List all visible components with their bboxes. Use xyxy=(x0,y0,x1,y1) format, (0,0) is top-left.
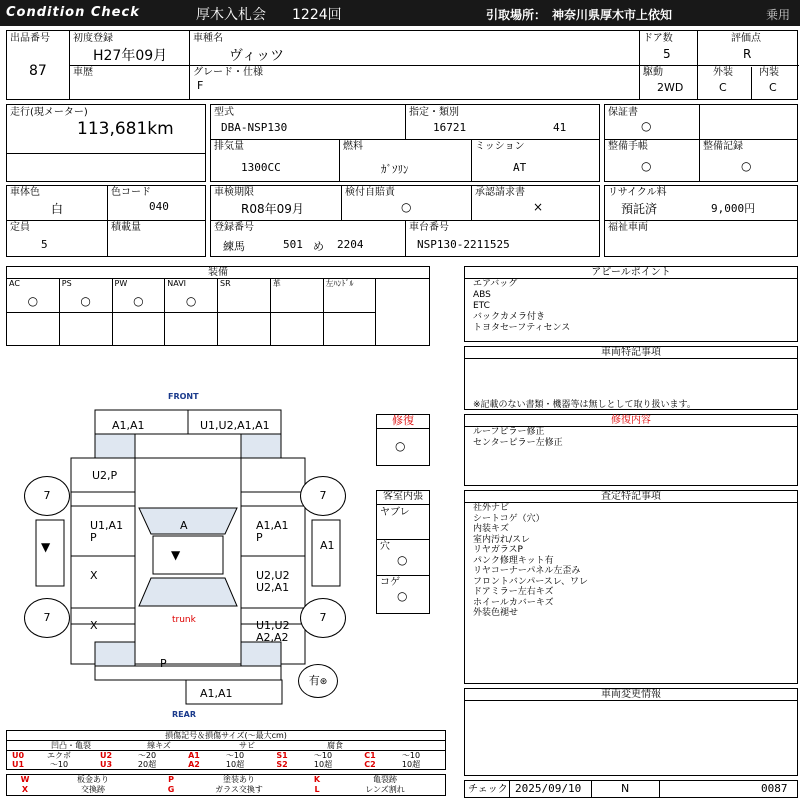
equipment-value xyxy=(324,289,376,313)
check-mark: N xyxy=(621,782,630,795)
inspection-notes-title: 査定特記事項 xyxy=(465,491,797,503)
insurance-label: 検付自賠責 xyxy=(345,187,395,198)
welfare-label: 福祉車両 xyxy=(608,222,648,233)
consent-label: 承認請求書 xyxy=(475,187,525,198)
equipment-label: SR xyxy=(220,279,231,288)
equipment-value: ○ xyxy=(165,289,217,313)
color-code-label: 色コード xyxy=(111,187,151,198)
fuel-value: ｶﾞｿﾘﾝ xyxy=(381,163,409,176)
legend-code-desc: 〜10 xyxy=(401,751,421,760)
doors-label: ドア数 xyxy=(643,33,673,44)
damage-front-bumper-left: A1,A1 xyxy=(112,419,145,432)
legend-code: C2 xyxy=(364,760,376,769)
tire-rear-right: 7 xyxy=(300,598,346,638)
legend-mark-desc: 板金あり xyxy=(77,775,109,784)
exterior-value: C xyxy=(719,81,727,94)
inspection-note-line: リヤガラスP xyxy=(473,545,523,555)
grade-value: F xyxy=(197,79,204,92)
damage-front-bumper-right: U1,U2,A1,A1 xyxy=(200,419,270,432)
equipment-label: PW xyxy=(114,279,128,288)
legend-code: U3 xyxy=(99,760,113,769)
legend-group: 凹凸・亀裂 xyxy=(51,741,91,750)
grade-label: グレード・仕様 xyxy=(193,67,263,78)
mark-legend xyxy=(6,774,446,796)
legend-mark-code: W xyxy=(20,775,30,784)
repair-panel xyxy=(464,414,798,486)
frame-label: 車台番号 xyxy=(409,222,449,233)
legend-group: 線キズ xyxy=(147,741,171,750)
inspection-note-line: 社外ナビ xyxy=(473,503,510,513)
equipment-label: AC xyxy=(9,279,20,288)
damage-front-door-right: A1,A1 P xyxy=(256,519,289,544)
equipment-cell xyxy=(165,279,218,345)
cabin-yabure-label: ヤブレ xyxy=(380,507,410,518)
legend-code-desc: 10超 xyxy=(313,760,333,769)
equipment-label: PS xyxy=(61,279,72,288)
mileage-value: 113,681km xyxy=(77,119,174,139)
doors-value: 5 xyxy=(663,47,671,61)
appeal-panel xyxy=(464,266,798,342)
equipment-cell xyxy=(113,279,166,345)
cabin-koge-value: ○ xyxy=(397,589,408,603)
legend-code: U2 xyxy=(99,751,113,760)
header-bar xyxy=(0,0,800,26)
check-footer xyxy=(464,780,798,798)
legend-mark-desc: ガラス交換す xyxy=(215,785,263,794)
color-code-value: 040 xyxy=(149,200,169,213)
inspection-note-line: シートコゲ（穴） xyxy=(473,513,545,524)
recycle-label: リサイクル料 xyxy=(608,187,667,198)
check-label: チェック xyxy=(468,784,508,795)
spare-tire-label: 有 xyxy=(308,674,320,687)
pickup-place: 神奈川県厚木市上依知 xyxy=(552,8,673,22)
inspection-note-line: 室内汚れ/スレ xyxy=(473,534,531,545)
type-value: DBA-NSP130 xyxy=(221,121,288,134)
designation-label: 指定・類別 xyxy=(409,107,459,118)
legend-mark-code: X xyxy=(21,785,29,794)
load-label: 積載量 xyxy=(111,222,141,233)
legend-mark-desc: 亀裂跡 xyxy=(373,775,397,784)
capacity-value: 5 xyxy=(41,238,48,251)
cabin-ana-label: 穴 xyxy=(380,541,390,552)
damage-legend xyxy=(6,730,446,770)
appeal-line: トヨタセーフティセンス xyxy=(473,323,571,333)
legend-code-desc: 〜10 xyxy=(49,760,69,769)
displacement-label: 排気量 xyxy=(214,141,244,152)
repair-line: ルーフピラー修正 xyxy=(473,427,545,437)
change-info-panel xyxy=(464,688,798,776)
inspection-note-line: 外装色褪せ xyxy=(473,608,519,618)
legend-mark-desc: 塗装あり xyxy=(223,775,255,784)
damage-rear-door-right: U2,U2 U2,A1 xyxy=(256,569,290,594)
recycle-fee: 9,000円 xyxy=(711,202,756,215)
appeal-line: ETC xyxy=(473,301,490,311)
equipment-cell xyxy=(271,279,324,345)
frame-value: NSP130-2211525 xyxy=(417,238,510,251)
legend-code-desc: 〜20 xyxy=(137,751,157,760)
equipment-cell xyxy=(60,279,113,345)
legend-code-desc: 20超 xyxy=(137,760,157,769)
mission-value: AT xyxy=(513,161,527,174)
interior-label: 内装 xyxy=(759,67,779,78)
cabin-koge-label: コゲ xyxy=(380,577,400,588)
legend-code: C1 xyxy=(364,751,376,760)
appeal-title: アピールポイント xyxy=(465,267,797,279)
drive-value: 2WD xyxy=(657,81,684,94)
auction-name: 厚木入札会 xyxy=(196,7,266,23)
equipment-value: ○ xyxy=(60,289,112,313)
session-number: 1224回 xyxy=(292,7,342,23)
left-mirror-icon: ▼ xyxy=(41,540,51,554)
change-info-title: 車両変更情報 xyxy=(465,689,797,701)
legend-code: S1 xyxy=(276,751,288,760)
color-box xyxy=(6,185,206,257)
first-reg-label: 初度登録 xyxy=(73,33,113,44)
repair-flag-value: ○ xyxy=(395,439,406,453)
inspection-notes-panel xyxy=(464,490,798,684)
legend-mark-code: P xyxy=(168,775,174,784)
vehicle-notes-title: 車両特記事項 xyxy=(465,347,797,359)
maint-record-label: 整備記録 xyxy=(703,141,743,152)
legend-code-desc: 〜10 xyxy=(225,751,245,760)
warranty-label: 保証書 xyxy=(608,107,638,118)
lot-number: 87 xyxy=(29,63,47,79)
damage-front-door-left: U1,A1 P xyxy=(90,519,124,544)
model-name-label: 車種名 xyxy=(193,33,223,44)
tire-front-left: 7 xyxy=(24,476,70,516)
model-name-value: ヴィッツ xyxy=(229,48,285,64)
tire-rear-left: 7 xyxy=(24,598,70,638)
mileage-label: 走行(現メーター) xyxy=(10,107,88,118)
legend-group: 腐食 xyxy=(327,741,343,750)
equipment-value: ○ xyxy=(113,289,165,313)
rear-label: REAR xyxy=(172,710,196,719)
inspection-note-line: パンク修理キット有 xyxy=(473,555,554,566)
plate-label: 登録番号 xyxy=(214,222,254,233)
inspection-note-line: リヤコーナーパネル左歪み xyxy=(473,566,581,576)
equipment-table xyxy=(6,266,430,346)
check-date: 2025/09/10 xyxy=(515,782,582,795)
category: 乗用 xyxy=(766,8,791,22)
legend-code: U0 xyxy=(11,751,25,760)
spec-box xyxy=(210,104,600,182)
damage-quarter-left: X xyxy=(90,619,98,632)
type-label: 型式 xyxy=(214,107,234,118)
inspection-note-line: 内装キズ xyxy=(473,524,509,534)
front-label: FRONT xyxy=(168,392,199,401)
plate-class: 501 xyxy=(283,238,303,251)
recycle-status: 預託済 xyxy=(621,202,658,216)
displacement-value: 1300CC xyxy=(241,161,281,174)
legend-code-desc: 10超 xyxy=(225,760,245,769)
legend-code: U1 xyxy=(11,760,25,769)
inspection-note-line: ホイールカバーキズ xyxy=(473,597,554,608)
recycle-box xyxy=(604,185,798,257)
rating-label: 評価点 xyxy=(731,33,761,44)
spare-tire xyxy=(298,664,338,698)
maint-book-label: 整備手帳 xyxy=(608,141,648,152)
legend-code-desc: 〜10 xyxy=(313,751,333,760)
appeal-line: エアバッグ xyxy=(473,279,518,289)
damage-front-fender-left: U2,P xyxy=(92,469,118,482)
cabin-ana-value: ○ xyxy=(397,553,408,567)
check-number: 0087 xyxy=(761,782,788,795)
equipment-label: 革 xyxy=(272,279,281,288)
equipment-label: NAVI xyxy=(167,279,187,288)
damage-rear-bumper: A1,A1 xyxy=(200,687,233,700)
legend-group: サビ xyxy=(239,741,255,750)
equipment-value xyxy=(218,289,270,313)
wheel-icon: ⊛ xyxy=(319,677,328,687)
designation-value: 16721 xyxy=(433,121,467,134)
color-value: 白 xyxy=(51,202,64,216)
plate-number: 2204 xyxy=(337,238,364,251)
basic-info-section xyxy=(6,30,798,100)
damage-rear-panel: P xyxy=(160,657,167,670)
plate-kana: め xyxy=(313,240,324,253)
vehicle-notes-text: ※記載のない書類・機器等は無しとして取り扱います。 xyxy=(473,400,696,410)
repair-line: センターピラー左修正 xyxy=(473,438,563,448)
damage-quarter-right: U1,U2 A2,A2 xyxy=(256,619,290,644)
warranty-value: ○ xyxy=(641,119,652,133)
plate-region: 練馬 xyxy=(223,240,245,253)
class-value: 41 xyxy=(553,121,567,134)
cabin-title: 客室内張 xyxy=(377,491,429,505)
insurance-value: ○ xyxy=(401,200,412,214)
mission-label: ミッション xyxy=(475,141,525,152)
equipment-title: 装備 xyxy=(7,267,429,279)
fuel-label: 燃料 xyxy=(343,141,363,152)
inspection-note-line: ドアミラー左右キズ xyxy=(473,587,554,597)
damage-roof: A xyxy=(180,519,188,532)
consent-value: × xyxy=(533,200,544,214)
legend-code: A1 xyxy=(188,751,200,760)
legend-code-desc: 10超 xyxy=(401,760,421,769)
equipment-cell xyxy=(324,279,377,345)
damage-rear-door-left: X xyxy=(90,569,98,582)
first-reg-value: H27年09月 xyxy=(93,48,168,64)
capacity-label: 定員 xyxy=(10,222,30,233)
interior-value: C xyxy=(769,81,777,94)
seat-icon: ▼ xyxy=(171,548,181,562)
vehicle-notes-panel xyxy=(464,346,798,410)
inspection-note-line: フロントバンパースレ、ワレ xyxy=(473,576,589,587)
legend-mark-code: K xyxy=(313,775,321,784)
legend-mark-code: G xyxy=(167,785,175,794)
maintenance-box xyxy=(604,104,798,182)
brand-title: Condition Check xyxy=(6,5,140,20)
equipment-cell xyxy=(7,279,60,345)
trunk-label: trunk xyxy=(172,615,196,625)
drive-label: 駆動 xyxy=(643,67,663,78)
mileage-box xyxy=(6,104,206,182)
legend-mark-desc: レンズ割れ xyxy=(365,785,405,794)
repair-flag-title: 修復 xyxy=(377,415,429,429)
rating-value: R xyxy=(743,47,752,61)
appeal-line: バックカメラ付き xyxy=(473,312,546,322)
legend-code: S2 xyxy=(276,760,288,769)
damage-right-side: A1 xyxy=(320,539,335,552)
exterior-label: 外装 xyxy=(713,67,733,78)
repair-title: 修復内容 xyxy=(465,415,797,427)
equipment-label: 左ﾊﾝﾄﾞﾙ xyxy=(325,279,354,288)
equipment-cell xyxy=(218,279,271,345)
registration-box xyxy=(210,185,600,257)
maint-record-value: ○ xyxy=(741,159,752,173)
maint-book-value: ○ xyxy=(641,159,652,173)
legend-code: A2 xyxy=(188,760,200,769)
legend-mark-desc: 交換跡 xyxy=(81,785,105,794)
cabin-box xyxy=(376,490,430,614)
history-label: 車歴 xyxy=(73,67,93,78)
color-label: 車体色 xyxy=(10,187,40,198)
equipment-value xyxy=(271,289,323,313)
inspection-label: 車検期限 xyxy=(214,187,254,198)
equipment-value: ○ xyxy=(7,289,59,313)
pickup-label: 引取場所： xyxy=(486,8,547,22)
inspection-value: R08年09月 xyxy=(241,202,304,216)
repair-flag-box xyxy=(376,414,430,466)
tire-front-right: 7 xyxy=(300,476,346,516)
lot-label: 出品番号 xyxy=(10,33,50,44)
legend-mark-code: L xyxy=(314,785,320,794)
legend-title: 損傷記号＆損傷サイズ(〜最大cm) xyxy=(7,731,445,741)
appeal-line: ABS xyxy=(473,290,491,300)
legend-code-desc: エクボ xyxy=(47,751,71,760)
